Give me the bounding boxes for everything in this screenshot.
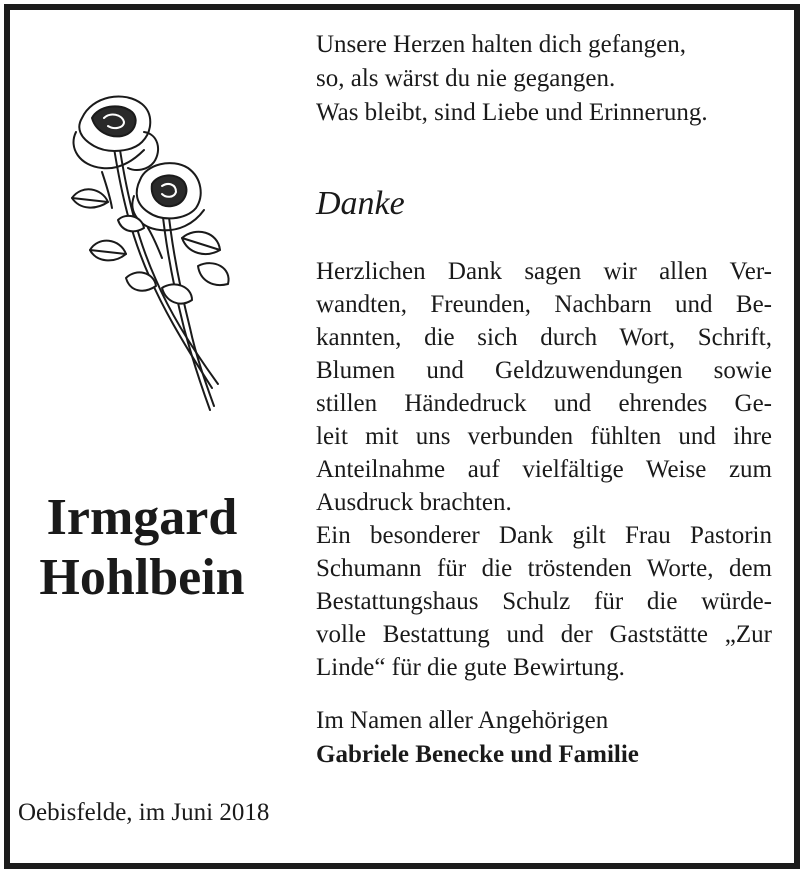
thanks-line: Ein besonderer Dank gilt Frau Pastorin xyxy=(316,522,772,549)
poem-line: Unsere Herzen halten dich gefangen, xyxy=(316,31,686,58)
thanks-line: stillen Händedruck und ehrendes Ge- xyxy=(316,390,772,417)
poem-line: so, als wärst du nie gegangen. xyxy=(316,65,616,92)
thanks-heading: Danke xyxy=(316,185,405,222)
thanks-text xyxy=(316,255,772,684)
deceased-first-name: Irmgard xyxy=(46,489,238,546)
thanks-line: Anteilnahme auf vielfältige Weise zum xyxy=(316,456,772,483)
poem xyxy=(316,28,756,130)
thanks-line: Bestattungshaus Schulz für die würde- xyxy=(316,588,772,615)
thanks-line: kannten, die sich durch Wort, Schrift, xyxy=(316,324,772,351)
signoff xyxy=(316,704,639,772)
deceased-last-name: Hohlbein xyxy=(39,549,245,606)
thanks-line: leit mit uns verbunden fühlten und ihre xyxy=(316,423,772,450)
place-date: Oebisfelde, im Juni 2018 xyxy=(18,799,270,826)
signoff-signer: Gabriele Benecke und Familie xyxy=(316,741,639,768)
thanks-line: wandten, Freunden, Nachbarn und Be- xyxy=(316,291,772,318)
thanks-line: Ausdruck brachten. xyxy=(316,489,512,516)
thanks-line: Herzlichen Dank sagen wir allen Ver- xyxy=(316,258,772,285)
thanks-line: Schumann für die tröstenden Worte, dem xyxy=(316,555,772,582)
thanks-line: Linde“ für die gute Bewirtung. xyxy=(316,654,625,681)
thanks-line: volle Bestattung und der Gaststätte „Zur xyxy=(316,621,772,648)
signoff-intro: Im Namen aller Angehörigen xyxy=(316,707,609,734)
rose-icon xyxy=(62,88,232,418)
poem-line: Was bleibt, sind Liebe und Erinnerung. xyxy=(316,99,708,126)
thanks-line: Blumen und Geldzuwendungen sowie xyxy=(316,357,772,384)
